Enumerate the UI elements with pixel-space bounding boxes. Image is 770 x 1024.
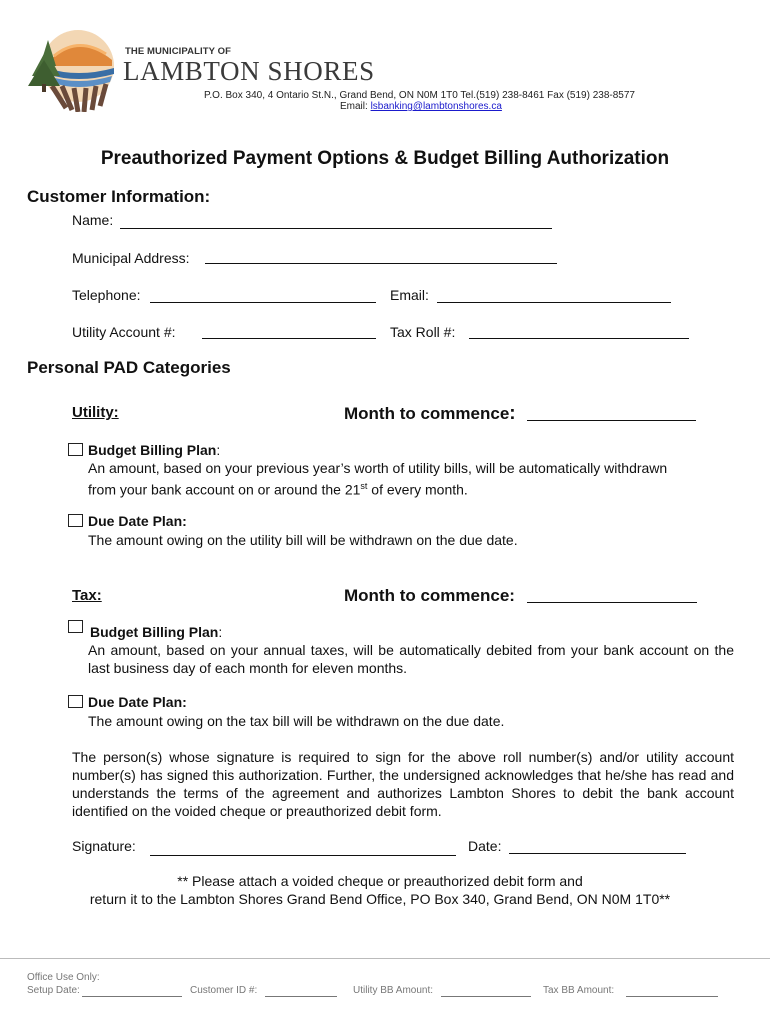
tax-month-field[interactable] bbox=[527, 602, 697, 603]
tax-bb-field[interactable] bbox=[626, 996, 718, 997]
utility-month-field[interactable] bbox=[527, 420, 696, 421]
customer-id-label: Customer ID #: bbox=[190, 985, 258, 996]
utility-account-label: Utility Account #: bbox=[72, 324, 176, 340]
email-line bbox=[340, 101, 502, 112]
office-heading: Office Use Only: bbox=[27, 972, 100, 983]
customer-heading: Customer Information: bbox=[27, 187, 211, 206]
name-field[interactable] bbox=[120, 228, 552, 229]
authorization-text: The person(s) whose signature is required to sign for the above roll number(s) and/or utility account number(s) has signed this authorization. Further, the undersigned acknowledges that he/she has read and understands the terms of the agreement and authorizes Lambton Shores to debit the bank account identified on the voided cheque or preauthorized debit form. bbox=[72, 749, 734, 819]
address-line: P.O. Box 340, 4 Ontario St.N., Grand Bend, ON N0M 1T0 Tel.(519) 238-8461 Fax (519) 238-8577 bbox=[204, 90, 635, 101]
municipality-name: LAMBTON SHORES bbox=[123, 56, 375, 86]
page-title: Preauthorized Payment Options & Budget Billing Authorization bbox=[100, 148, 670, 169]
utility-bb-label: Utility BB Amount: bbox=[353, 985, 434, 996]
tax-roll-field[interactable] bbox=[469, 338, 689, 339]
utility-bb-field[interactable] bbox=[441, 996, 531, 997]
tax-budget-title bbox=[90, 623, 222, 641]
utility-account-field[interactable] bbox=[202, 338, 376, 339]
utility-budget-checkbox[interactable] bbox=[68, 443, 83, 456]
tax-budget-title-colon: : bbox=[218, 624, 223, 640]
footer-divider bbox=[0, 958, 770, 959]
utility-due-text: The amount owing on the utility bill will be withdrawn on the due date. bbox=[88, 532, 518, 548]
email-link[interactable]: lsbanking@lambtonshores.ca bbox=[370, 101, 502, 112]
utility-budget-sup: st bbox=[360, 481, 368, 491]
tax-due-title: Due Date Plan: bbox=[88, 694, 187, 710]
date-field[interactable] bbox=[509, 853, 686, 854]
note-line-1: ** Please attach a voided cheque or preauthorized debit form and bbox=[177, 873, 583, 889]
customer-id-field[interactable] bbox=[265, 996, 337, 997]
setup-date-label: Setup Date: bbox=[27, 985, 80, 996]
tax-due-text: The amount owing on the tax bill will be withdrawn on the due date. bbox=[88, 713, 505, 729]
utility-budget-text-2 bbox=[88, 477, 468, 499]
tax-budget-text: An amount, based on your annual taxes, will be automatically debited from your bank account on the last business day of each month for eleven months. bbox=[88, 642, 734, 676]
utility-month-label bbox=[344, 403, 516, 425]
utility-month-colon: : bbox=[509, 403, 516, 424]
tax-roll-label: Tax Roll #: bbox=[390, 324, 456, 340]
utility-heading: Utility: bbox=[72, 404, 119, 421]
utility-budget-title-colon: : bbox=[216, 442, 221, 458]
utility-due-checkbox[interactable] bbox=[68, 514, 83, 527]
tax-bb-label: Tax BB Amount: bbox=[543, 985, 615, 996]
utility-budget-text-2b: of every month. bbox=[367, 481, 468, 498]
telephone-field[interactable] bbox=[150, 302, 376, 303]
tax-heading: Tax: bbox=[72, 587, 102, 604]
email-prefix: Email: bbox=[340, 101, 371, 112]
utility-month-text: Month to commence bbox=[344, 404, 510, 423]
utility-budget-text-1: An amount, based on your previous year’s worth of utility bills, will be automatically withdrawn bbox=[88, 460, 668, 476]
municipality-small: THE MUNICIPALITY OF bbox=[125, 46, 232, 57]
utility-due-title: Due Date Plan: bbox=[88, 513, 187, 529]
tax-budget-title-text: Budget Billing Plan bbox=[90, 624, 219, 640]
address-field[interactable] bbox=[205, 263, 557, 264]
email-label: Email: bbox=[390, 287, 429, 303]
email-field[interactable] bbox=[437, 302, 671, 303]
tax-budget-checkbox[interactable] bbox=[68, 620, 83, 633]
setup-date-field[interactable] bbox=[82, 996, 182, 997]
signature-label: Signature: bbox=[72, 838, 136, 854]
date-label: Date: bbox=[468, 838, 502, 854]
municipality-logo bbox=[26, 26, 121, 112]
tax-due-checkbox[interactable] bbox=[68, 695, 83, 708]
pad-heading: Personal PAD Categories bbox=[27, 358, 231, 377]
tax-month-label: Month to commence: bbox=[344, 586, 515, 605]
note-line-2: return it to the Lambton Shores Grand Bend Office, PO Box 340, Grand Bend, ON N0M 1T0** bbox=[89, 891, 671, 907]
name-label: Name: bbox=[72, 212, 114, 228]
telephone-label: Telephone: bbox=[72, 287, 141, 303]
utility-budget-title bbox=[88, 441, 220, 459]
address-label: Municipal Address: bbox=[72, 250, 190, 266]
utility-budget-text-2a: from your bank account on or around the 21 bbox=[88, 481, 361, 498]
utility-budget-title-text: Budget Billing Plan bbox=[88, 442, 217, 458]
signature-field[interactable] bbox=[150, 855, 456, 856]
